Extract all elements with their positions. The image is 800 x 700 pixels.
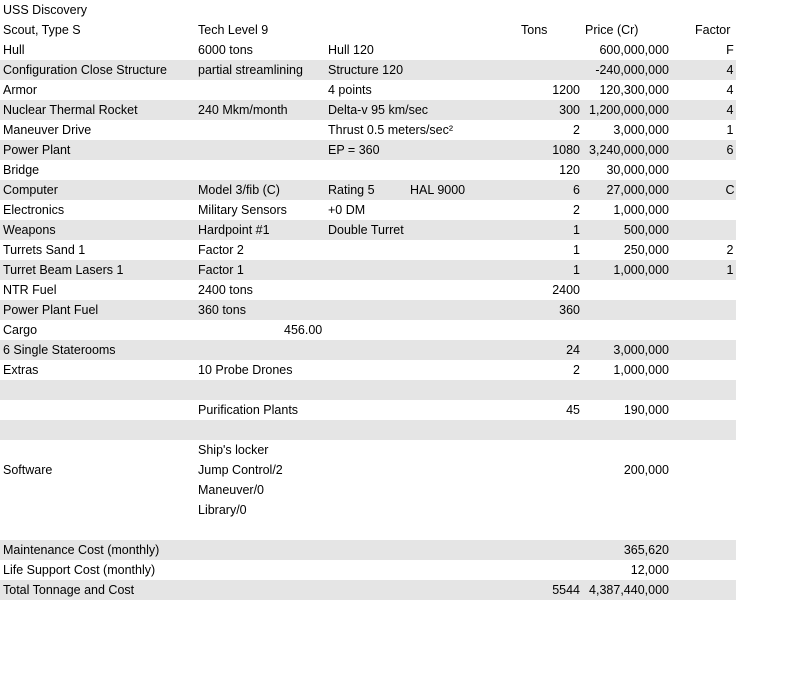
factor-cell: 4 <box>726 83 734 97</box>
factor-cell: 1 <box>726 123 734 137</box>
table-row <box>0 140 736 160</box>
component-detail: Library/0 <box>198 503 247 517</box>
tons-cell: 1080 <box>552 143 580 157</box>
component-spec: Hull 120 <box>328 43 374 57</box>
price-cell: 27,000,000 <box>606 183 669 197</box>
table-row <box>0 40 736 60</box>
tons-cell: 24 <box>566 343 580 357</box>
tons-cell: 2 <box>573 203 580 217</box>
component-name: Extras <box>3 363 39 377</box>
tons-cell: 300 <box>559 103 580 117</box>
table-row <box>0 60 736 80</box>
table-row <box>0 480 736 500</box>
component-name: 6 Single Staterooms <box>3 343 116 357</box>
component-name: Hull <box>3 43 25 57</box>
price-cell: 4,387,440,000 <box>589 583 669 597</box>
price-cell: 600,000,000 <box>599 43 669 57</box>
component-spec: Delta-v 95 km/sec <box>328 103 429 117</box>
component-name: Bridge <box>3 163 40 177</box>
table-row <box>0 160 736 180</box>
price-cell: 200,000 <box>623 463 669 477</box>
tons-cell: 2400 <box>552 283 580 297</box>
component-detail: Model 3/fib (C) <box>198 183 280 197</box>
table-row <box>0 440 736 460</box>
factor-header: Factor <box>695 23 731 37</box>
table-row <box>0 260 736 280</box>
factor-cell: 1 <box>726 263 734 277</box>
table-row <box>0 300 736 320</box>
header-row <box>0 20 736 40</box>
table-row <box>0 340 736 360</box>
tons-cell: 120 <box>559 163 580 177</box>
component-name: Weapons <box>3 223 56 237</box>
component-detail: Factor 1 <box>198 263 244 277</box>
price-cell: 1,000,000 <box>613 263 669 277</box>
tech-level: Tech Level 9 <box>198 23 269 37</box>
tons-header: Tons <box>521 23 548 37</box>
table-row <box>0 120 736 140</box>
component-name: Maneuver Drive <box>3 123 92 137</box>
price-cell: 1,200,000,000 <box>589 103 669 117</box>
component-name: Software <box>3 463 53 477</box>
component-spec: Double Turret <box>328 223 404 237</box>
component-detail: 6000 tons <box>198 43 253 57</box>
tons-cell: 1 <box>573 263 580 277</box>
component-spec: Thrust 0.5 meters/sec² <box>328 123 454 137</box>
factor-cell: 4 <box>726 63 734 77</box>
table-row <box>0 580 736 600</box>
component-detail: partial streamlining <box>198 63 303 77</box>
component-name: Maintenance Cost (monthly) <box>3 543 160 557</box>
price-cell: 500,000 <box>623 223 669 237</box>
component-name: Computer <box>3 183 58 197</box>
price-cell: 1,000,000 <box>613 203 669 217</box>
table-row <box>0 420 736 440</box>
component-name: NTR Fuel <box>3 283 57 297</box>
component-name: Cargo <box>3 323 38 337</box>
table-row <box>0 320 736 340</box>
table-row <box>0 180 736 200</box>
table-row <box>0 540 736 560</box>
component-detail: Ship's locker <box>198 443 269 457</box>
price-header: Price (Cr) <box>585 23 639 37</box>
table-row <box>0 400 736 420</box>
tons-cell: 6 <box>573 183 580 197</box>
table-row <box>0 360 736 380</box>
table-row <box>0 460 736 480</box>
component-spec: Structure 120 <box>328 63 404 77</box>
component-spec: Rating 5 <box>328 183 375 197</box>
component-detail: Hardpoint #1 <box>198 223 270 237</box>
table-row <box>0 520 736 540</box>
tons-cell: 2 <box>573 363 580 377</box>
price-cell: 190,000 <box>623 403 669 417</box>
component-name: Turret Beam Lasers 1 <box>3 263 124 277</box>
title-row <box>0 0 736 20</box>
component-detail: 240 Mkm/month <box>198 103 288 117</box>
component-detail: Jump Control/2 <box>198 463 283 477</box>
factor-cell: 2 <box>726 243 734 257</box>
component-name: Electronics <box>3 203 65 217</box>
component-name: Turrets Sand 1 <box>3 243 86 257</box>
ship-type: Scout, Type S <box>3 23 81 37</box>
component-spec: +0 DM <box>328 203 366 217</box>
component-spec: 4 points <box>328 83 372 97</box>
factor-cell: F <box>726 43 734 57</box>
tons-cell: 1 <box>573 243 580 257</box>
table-row <box>0 560 736 580</box>
factor-cell: 6 <box>726 143 734 157</box>
price-cell: 1,000,000 <box>613 363 669 377</box>
price-cell: 3,000,000 <box>613 123 669 137</box>
table-row <box>0 280 736 300</box>
table-row <box>0 100 736 120</box>
component-name: Nuclear Thermal Rocket <box>3 103 138 117</box>
component-note: HAL 9000 <box>410 183 466 197</box>
tons-cell: 45 <box>566 403 580 417</box>
tons-cell: 1 <box>573 223 580 237</box>
price-cell: 12,000 <box>630 563 669 577</box>
price-cell: 365,620 <box>623 543 669 557</box>
component-rows <box>0 40 736 600</box>
table-row <box>0 80 736 100</box>
table-row <box>0 500 736 520</box>
component-detail: 10 Probe Drones <box>198 363 293 377</box>
table-row <box>0 380 736 400</box>
component-spec: EP = 360 <box>328 143 380 157</box>
component-name: Power Plant <box>3 143 71 157</box>
tons-cell: 360 <box>559 303 580 317</box>
component-name: Configuration Close Structure <box>3 63 167 77</box>
price-cell: 250,000 <box>623 243 669 257</box>
ship-name: USS Discovery <box>3 3 88 17</box>
component-detail: 2400 tons <box>198 283 253 297</box>
tons-cell: 2 <box>573 123 580 137</box>
component-detail: Factor 2 <box>198 243 244 257</box>
table-row <box>0 200 736 220</box>
price-cell: -240,000,000 <box>595 63 669 77</box>
component-detail: 360 tons <box>198 303 246 317</box>
component-detail: Maneuver/0 <box>198 483 265 497</box>
component-value: 456.00 <box>284 323 323 337</box>
price-cell: 30,000,000 <box>606 163 669 177</box>
table-row <box>0 240 736 260</box>
component-detail: Purification Plants <box>198 403 299 417</box>
price-cell: 3,240,000,000 <box>589 143 669 157</box>
component-name: Total Tonnage and Cost <box>3 583 135 597</box>
table-row <box>0 220 736 240</box>
component-name: Life Support Cost (monthly) <box>3 563 156 577</box>
component-detail: Military Sensors <box>198 203 287 217</box>
factor-cell: C <box>725 183 735 197</box>
tons-cell: 1200 <box>552 83 580 97</box>
component-name: Power Plant Fuel <box>3 303 99 317</box>
component-name: Armor <box>3 83 38 97</box>
tons-cell: 5544 <box>552 583 580 597</box>
price-cell: 120,300,000 <box>599 83 669 97</box>
price-cell: 3,000,000 <box>613 343 669 357</box>
factor-cell: 4 <box>726 103 734 117</box>
